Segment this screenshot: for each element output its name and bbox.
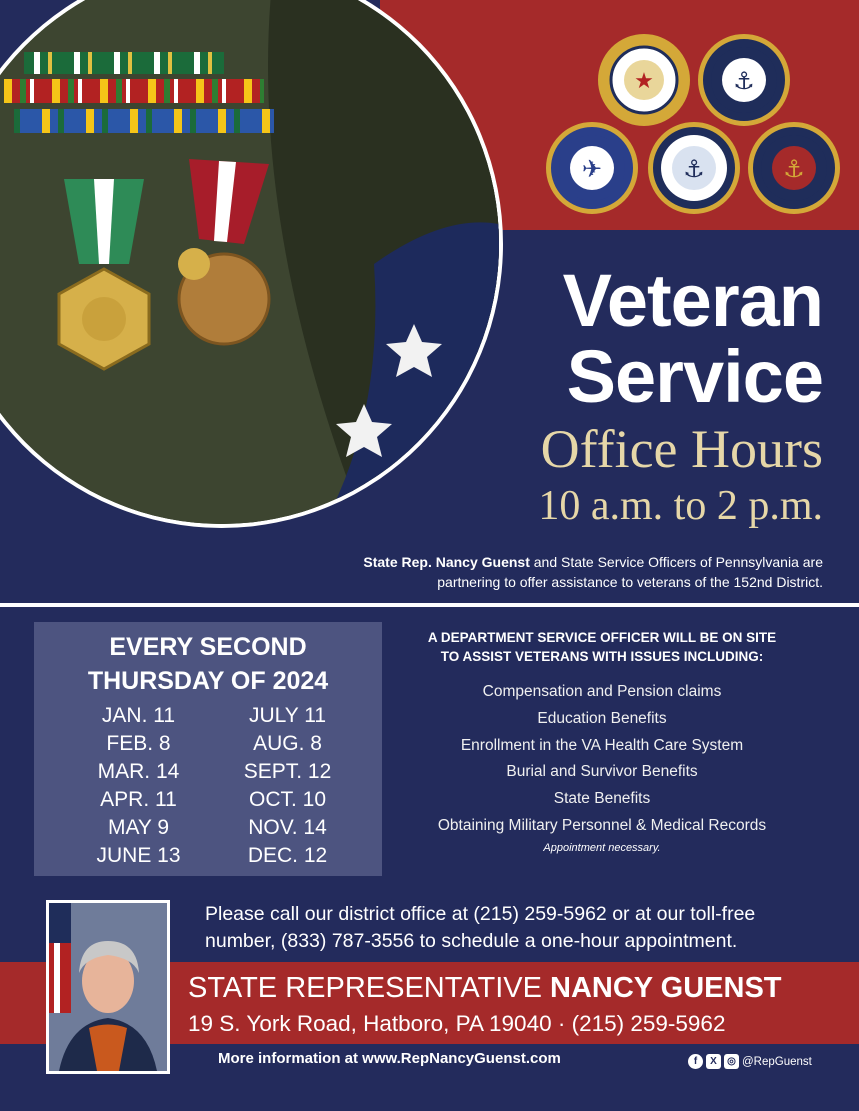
issue-item: Compensation and Pension claims <box>482 683 722 700</box>
more-info-text: More information at www.RepNancyGuenst.com <box>218 1050 561 1067</box>
schedule-title-line2: THURSDAY OF 2024 <box>87 667 329 695</box>
intro-line1-rest: and State Service Officers of Pennsylvania are <box>529 554 823 570</box>
issue-item: Obtaining Military Personnel & Medical Records <box>437 816 767 834</box>
headline-hours: 10 a.m. to 2 p.m. <box>538 483 823 529</box>
svg-text:⚓: ⚓ <box>733 67 755 95</box>
air-force-seal-icon <box>546 122 638 214</box>
date-item: JAN. 11 <box>101 704 176 727</box>
svg-text:✈: ✈ <box>581 155 603 183</box>
date-item: APR. 11 <box>100 788 177 811</box>
coast-guard-seal-icon <box>648 122 740 214</box>
schedule-box <box>34 622 382 876</box>
military-seals <box>540 34 840 224</box>
date-item: JULY 11 <box>248 704 327 727</box>
section-divider <box>0 603 859 607</box>
appointment-note: Appointment necessary. <box>543 841 661 854</box>
svg-text:★: ★ <box>634 69 654 94</box>
schedule-title-line1: EVERY SECOND <box>109 633 307 661</box>
intro-text <box>263 552 823 592</box>
issues-section <box>395 628 809 854</box>
issues-heading <box>395 628 809 666</box>
rep-name: NANCY GUENST <box>550 972 782 1004</box>
schedule-dates <box>64 702 362 870</box>
svg-text:⚓: ⚓ <box>783 155 805 183</box>
rep-portrait <box>46 900 170 1074</box>
portrait-photo <box>49 903 167 1071</box>
headline-veteran: Veteran <box>562 259 823 342</box>
headline-service: Service <box>566 335 823 418</box>
issue-item: Burial and Survivor Benefits <box>506 763 698 781</box>
medals-photo <box>0 0 503 528</box>
call-line2: number, (833) 787-3556 to schedule a one-hour appointment. <box>205 930 738 952</box>
date-item: OCT. 10 <box>248 788 327 811</box>
navy-seal-icon <box>698 34 790 126</box>
date-item: SEPT. 12 <box>243 760 332 783</box>
date-item: MAR. 14 <box>97 760 180 783</box>
issue-item: Education Benefits <box>537 709 667 727</box>
medals-illustration <box>0 0 499 524</box>
schedule-title <box>34 630 382 698</box>
x-icon[interactable]: X <box>706 1054 721 1069</box>
rep-address: 19 S. York Road, Hatboro, PA 19040 · (215) 259-5962 <box>188 1011 726 1036</box>
intro-line2: partnering to offer assistance to veterans of the 152nd District. <box>437 574 823 590</box>
date-item: NOV. 14 <box>248 816 327 839</box>
date-item: AUG. 8 <box>253 732 322 755</box>
issues-heading-line1: A DEPARTMENT SERVICE OFFICER WILL BE ON SITE <box>427 630 777 645</box>
rep-title <box>188 970 782 1006</box>
facebook-icon[interactable]: f <box>688 1054 703 1069</box>
date-item: MAY 9 <box>107 816 170 839</box>
headline-office-hours: Office Hours <box>540 419 823 479</box>
marine-corps-seal-icon <box>748 122 840 214</box>
issues-list <box>395 679 809 840</box>
issues-heading-line2: TO ASSIST VETERANS WITH ISSUES INCLUDING: <box>440 649 764 664</box>
date-item: JUNE 13 <box>96 844 181 867</box>
intro-rep-name: State Rep. Nancy Guenst <box>363 554 530 570</box>
instagram-icon[interactable]: ◎ <box>724 1054 739 1069</box>
svg-text:⚓: ⚓ <box>683 155 705 183</box>
issue-item: Enrollment in the VA Health Care System <box>460 736 744 754</box>
call-to-action <box>205 901 825 955</box>
army-seal-icon <box>598 34 690 126</box>
social-links <box>688 1054 812 1069</box>
date-item: FEB. 8 <box>106 732 171 755</box>
call-line1: Please call our district office at (215) 259-5962 or at our toll-free <box>205 903 756 925</box>
date-item: DEC. 12 <box>247 844 328 867</box>
social-handle: @RepGuenst <box>742 1055 812 1068</box>
rep-title-prefix: STATE REPRESENTATIVE <box>188 972 551 1004</box>
issue-item: State Benefits <box>553 790 651 808</box>
